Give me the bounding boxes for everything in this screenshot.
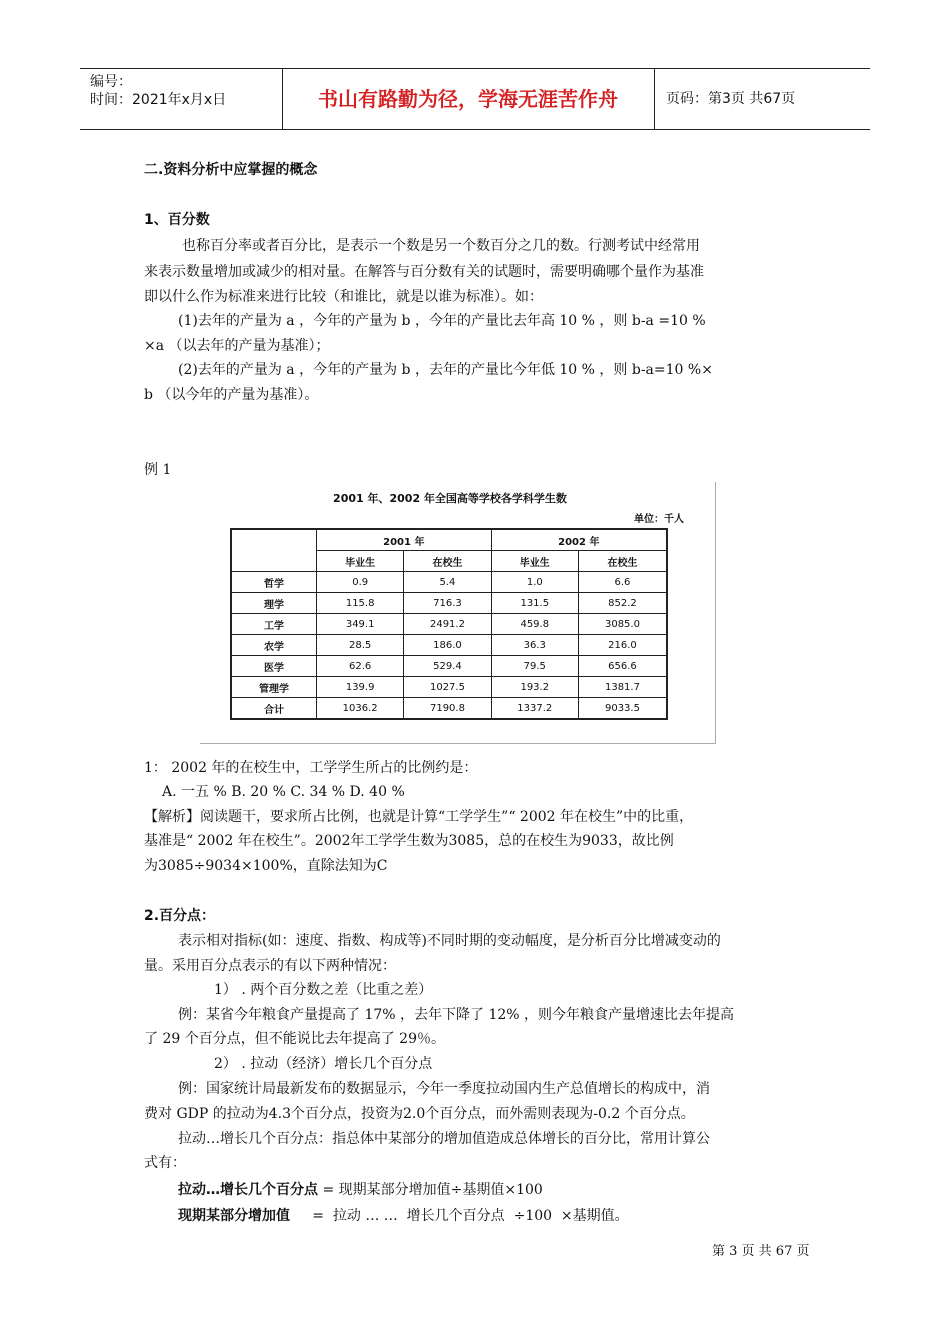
page-info: 页码：第3页 共67页 [666, 91, 796, 107]
column-header: 在校生 [578, 551, 667, 572]
table-cell: 216.0 [578, 635, 667, 656]
student-table [230, 528, 668, 720]
row-label: 工学 [231, 614, 317, 635]
table-cell: 716.3 [404, 593, 491, 614]
formula-1 [178, 1180, 543, 1200]
paragraph-line: 拉动…增长几个百分点：指总体中某部分的增加值造成总体增长的百分比，常用计算公 [178, 1131, 710, 1147]
paragraph-line: 1） . 两个百分数之差（比重之差） [214, 982, 433, 998]
question-options: A. 一五 % B. 20 % C. 34 % D. 40 % [162, 784, 405, 800]
row-label: 农学 [231, 635, 317, 656]
paragraph-line: 来表示数量增加或减少的相对量。在解答与百分数有关的试题时，需要明确哪个量作为基准 [144, 264, 704, 280]
paragraph-line: 式有： [144, 1155, 186, 1171]
time-label: 时间：2021年x月x日 [90, 92, 227, 108]
figure-title: 2001 年、2002 年全国高等学校各学科学生数 [333, 492, 567, 505]
table-cell: 6.6 [578, 572, 667, 593]
formula-1-term: 拉动…增长几个百分点 [178, 1182, 318, 1198]
table-cell: 2491.2 [404, 614, 491, 635]
row-label: 理学 [231, 593, 317, 614]
table-cell: 62.6 [317, 656, 404, 677]
page-footer: 第 3 页 共 67 页 [712, 1244, 810, 1259]
table-cell: 459.8 [491, 614, 578, 635]
table-cell: 1337.2 [491, 698, 578, 720]
paragraph-line: 表示相对指标(如：速度、指数、构成等)不同时期的变动幅度，是分析百分比增减变动的 [178, 933, 721, 949]
section-title: 二.资料分析中应掌握的概念 [144, 162, 318, 178]
row-label: 管理学 [231, 677, 317, 698]
number-label: 编号： [90, 74, 132, 90]
paragraph-line: ×a （以去年的产量为基准）； [144, 338, 330, 354]
paragraph-line: 2） . 拉动（经济）增长几个百分点 [214, 1056, 433, 1072]
formula-2 [178, 1206, 629, 1226]
table-row [231, 635, 667, 656]
table-cell: 131.5 [491, 593, 578, 614]
paragraph-line: 也称百分率或者百分比，是表示一个数是另一个数百分之几的数。行测考试中经常用 [182, 238, 700, 254]
paragraph-line: 即以什么作为标准来进行比较（和谁比，就是以谁为标准）。如： [144, 289, 543, 305]
table-cell: 36.3 [491, 635, 578, 656]
table-cell: 1381.7 [578, 677, 667, 698]
table-cell: 79.5 [491, 656, 578, 677]
row-label: 哲学 [231, 572, 317, 593]
paragraph-line: 例：某省今年粮食产量提高了 17% ，去年下降了 12% ，则今年粮食产量增速比去年提高 [178, 1007, 735, 1023]
table-cell: 656.6 [578, 656, 667, 677]
paragraph-line: 费对 GDP 的拉动为4.3个百分点，投资为2.0个百分点，而外需则表现为-0.2 个百分点。 [144, 1106, 695, 1122]
row-label: 医学 [231, 656, 317, 677]
table-cell: 0.9 [317, 572, 404, 593]
column-header: 毕业生 [491, 551, 578, 572]
table-cell: 28.5 [317, 635, 404, 656]
points-heading: 2.百分点： [144, 908, 216, 924]
year-header: 2001 年 [317, 529, 492, 551]
table-cell: 5.4 [404, 572, 491, 593]
column-header: 在校生 [404, 551, 491, 572]
paragraph-line: 量。采用百分点表示的有以下两种情况： [144, 958, 396, 974]
corner-cell [231, 529, 317, 572]
table-row [231, 614, 667, 635]
row-label: 合计 [231, 698, 317, 720]
page-header [80, 68, 870, 130]
example-label: 例 1 [144, 462, 172, 478]
table-cell: 139.9 [317, 677, 404, 698]
table-cell: 193.2 [491, 677, 578, 698]
table-row [231, 593, 667, 614]
table-cell: 115.8 [317, 593, 404, 614]
figure-unit: 单位：千人 [634, 514, 684, 525]
table-cell: 7190.8 [404, 698, 491, 720]
question-stem: 1： 2002 年的在校生中，工学学生所占的比例约是： [144, 760, 478, 776]
table-cell: 349.1 [317, 614, 404, 635]
formula-2-term: 现期某部分增加值 [178, 1208, 290, 1224]
paragraph-line: (1)去年的产量为 a ，今年的产量为 b ，今年的产量比去年高 10 % ，则 b-a =10 % [178, 313, 706, 329]
formula-1-expression: = 现期某部分增加值÷基期值×100 [318, 1182, 543, 1198]
motto: 书山有路勤为径，学海无涯苦作舟 [282, 69, 655, 129]
formula-2-expression: = 拉动 … … 增长几个百分点 ÷100 ×基期值。 [290, 1208, 629, 1224]
analysis-line: 基准是“ 2002 年在校生”。2002年工学学生数为3085，总的在校生为9033，故比例 [144, 833, 674, 849]
table-cell: 529.4 [404, 656, 491, 677]
header-left-cell [80, 69, 283, 129]
table-cell: 1.0 [491, 572, 578, 593]
analysis-line: 【解析】阅读题干，要求所占比例，也就是计算“工学学生”“ 2002 年在校生”中的比重， [144, 809, 694, 825]
table-row [231, 656, 667, 677]
table-row [231, 572, 667, 593]
percent-heading: 1、百分数 [144, 212, 210, 228]
table-cell: 186.0 [404, 635, 491, 656]
table-row [231, 677, 667, 698]
table-cell: 9033.5 [578, 698, 667, 720]
paragraph-line: b （以今年的产量为基准）。 [144, 387, 319, 403]
analysis-line: 为3085÷9034×100%，直除法知为C [144, 858, 388, 874]
paragraph-line: (2)去年的产量为 a ，今年的产量为 b ，去年的产量比今年低 10 % ，则 b-a=10 %× [178, 362, 713, 378]
table-cell: 852.2 [578, 593, 667, 614]
year-header: 2002 年 [491, 529, 667, 551]
table-cell: 1027.5 [404, 677, 491, 698]
table-cell: 3085.0 [578, 614, 667, 635]
paragraph-line: 例：国家统计局最新发布的数据显示，今年一季度拉动国内生产总值增长的构成中，消 [178, 1081, 710, 1097]
data-table-figure [200, 482, 716, 744]
table-row [231, 698, 667, 720]
paragraph-line: 了 29 个百分点，但不能说比去年提高了 29％。 [144, 1031, 445, 1047]
table-cell: 1036.2 [317, 698, 404, 720]
column-header: 毕业生 [317, 551, 404, 572]
